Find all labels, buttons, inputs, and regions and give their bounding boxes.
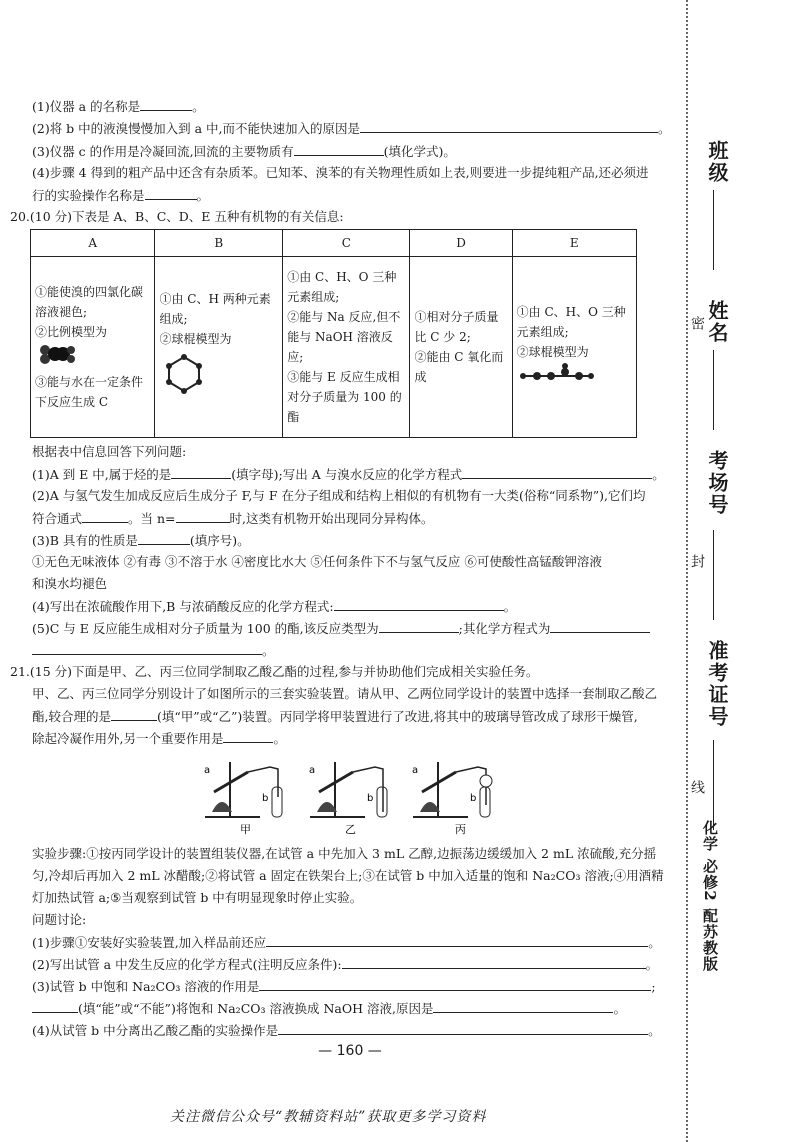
q20-part-3-options-cont: 和溴水均褪色 <box>32 576 108 591</box>
page-number: — 160 — <box>318 1043 382 1059</box>
class-field-line[interactable] <box>713 190 714 270</box>
q21-discussion: 问题讨论: <box>32 912 87 927</box>
answer-blank[interactable] <box>433 1000 613 1013</box>
exam-id-label: 准考证号 <box>705 640 729 728</box>
xian-mark: 线 <box>689 780 705 794</box>
class-label: 班级 <box>705 140 729 184</box>
q19-line-4a: (4)步骤 4 得到的粗产品中还含有杂质苯。已知苯、溴苯的有关物理性质如上表,则要进一步提纯粗产品,还必须进 <box>32 165 649 180</box>
apparatus-bing <box>412 762 492 817</box>
footer-note: 关注微信公众号“教辅资料站”获取更多学习资料 <box>170 1109 487 1125</box>
seal-mark: 密 <box>689 316 705 330</box>
answer-blank[interactable] <box>334 598 504 611</box>
answer-blank[interactable] <box>462 466 652 479</box>
q19-line-4b: 行的实验操作名称是 。 <box>32 188 210 203</box>
q21-line-3: 除起冷凝作用外,另一个重要作用是 。 <box>32 731 286 746</box>
ester-ball-stick-icon <box>517 362 597 386</box>
answer-blank[interactable] <box>294 143 384 156</box>
answer-blank[interactable] <box>32 1000 78 1013</box>
answer-blank[interactable] <box>223 730 273 743</box>
exam-room-field-line[interactable] <box>713 530 714 620</box>
q20-part-2b: 符合通式 。当 n= 时,这类有机物开始出现同分异构体。 <box>32 511 434 526</box>
label-a: a <box>204 765 211 776</box>
table-header-e: E <box>512 230 636 257</box>
cell-e: ①由 C、H、O 三种元素组成; ②球棍模型为 <box>512 257 636 438</box>
answer-blank[interactable] <box>82 510 128 523</box>
q20-heading: 20.(10 分)下表是 A、B、C、D、E 五种有机物的有关信息: <box>10 209 344 224</box>
q20-part-3-options: ①无色无味液体 ②有毒 ③不溶于水 ④密度比水大 ⑤任何条件下不与氢气反应 ⑥可使酸性高锰酸钾溶液 <box>32 554 602 569</box>
q21-d3: (3)试管 b 中饱和 Na₂CO₃ 溶液的作用是 ; <box>32 979 656 994</box>
svg-text:a: a <box>309 765 316 776</box>
q19-line-3: (3)仪器 c 的作用是冷凝回流,回流的主要物质有 (填化学式)。 <box>32 144 456 159</box>
svg-text:b: b <box>367 793 374 804</box>
q21-line-1: 甲、乙、丙三位同学分别设计了如图所示的三套实验装置。请从甲、乙两位同学设计的装置中选择一套制取乙酸乙 <box>32 686 658 701</box>
subject-label: 化学 必修2 配苏教版 <box>701 820 719 972</box>
q20-part-3: (3)B 具有的性质是 (填序号)。 <box>32 533 250 548</box>
answer-blank[interactable] <box>111 708 157 721</box>
svg-text:b: b <box>470 793 477 804</box>
answer-blank[interactable] <box>138 532 190 545</box>
q19-line-2: (2)将 b 中的液溴慢慢加入到 a 中,而不能快速加入的原因是 。 <box>32 121 671 136</box>
benzene-ball-stick-icon <box>159 349 209 399</box>
q20-intro: 根据表中信息回答下列问题: <box>32 444 187 459</box>
answer-blank[interactable] <box>145 187 197 200</box>
q21-d1: (1)步骤①安装好实验装置,加入样品前还应 。 <box>32 935 661 950</box>
table-header-b: B <box>155 230 283 257</box>
q21-steps-3: 灯加热试管 a;⑤当观察到试管 b 中有明显现象时停止实验。 <box>32 890 363 905</box>
q20-part-5-cont: 。 <box>32 642 275 659</box>
q21-d3b: (填“能”或“不能”)将饱和 Na₂CO₃ 溶液换成 NaOH 溶液,原因是 。 <box>32 1000 626 1017</box>
name-field-line[interactable] <box>713 350 714 430</box>
label-jia: 甲 <box>240 823 251 836</box>
q20-part-1: (1)A 到 E 中,属于烃的是 (填字母);写出 A 与溴水反应的化学方程式 。 <box>32 467 665 482</box>
apparatus-diagram <box>200 757 500 837</box>
table-header-d: D <box>410 230 512 257</box>
space-filling-model-icon <box>35 342 75 366</box>
label-bing: 丙 <box>455 823 466 836</box>
answer-blank[interactable] <box>176 510 230 523</box>
q21-line-2: 酯,较合理的是 (填“甲”或“乙”)装置。丙同学将甲装置进行了改进,将其中的玻璃导管改成了球形干燥管, <box>32 709 638 724</box>
apparatus-yi <box>309 762 387 817</box>
table-header-a: A <box>31 230 155 257</box>
label-b: b <box>262 793 269 804</box>
cell-b: ①由 C、H 两种元素组成; ②球棍模型为 <box>155 257 283 438</box>
answer-blank[interactable] <box>171 466 231 479</box>
cell-a: ①能使溴的四氯化碳溶液褪色; ②比例模型为 ③能与水在一定条件下反应生成 C <box>31 257 155 438</box>
exam-room-label: 考场号 <box>705 450 729 516</box>
organic-info-table <box>30 229 637 438</box>
q21-steps-2: 匀,冷却后再加入 2 mL 冰醋酸;②将试管 a 固定在铁架台上;③在试管 b 中加入适量的饱和 Na₂CO₃ 溶液;④用酒精 <box>32 868 664 883</box>
answer-blank[interactable] <box>379 620 459 633</box>
answer-blank[interactable] <box>140 98 192 111</box>
q19-line-1: (1)仪器 a 的名称是 。 <box>32 99 205 114</box>
svg-text:a: a <box>412 765 419 776</box>
q21-heading: 21.(15 分)下面是甲、乙、丙三位同学制取乙酸乙酯的过程,参与并协助他们完成相关实验任务。 <box>10 664 539 679</box>
cell-c: ①由 C、H、O 三种元素组成; ②能与 Na 反应,但不能与 NaOH 溶液反应; ③能与 E 反应生成相对分子质量为 100 的酯 <box>283 257 410 438</box>
answer-blank[interactable] <box>360 120 658 133</box>
answer-blank[interactable] <box>278 1022 648 1035</box>
answer-blank[interactable] <box>259 978 651 991</box>
label-yi: 乙 <box>345 823 356 836</box>
exam-id-field-line[interactable] <box>713 740 714 830</box>
q20-part-4: (4)写出在浓硫酸作用下,B 与浓硝酸反应的化学方程式: 。 <box>32 599 517 614</box>
answer-blank[interactable] <box>32 642 262 655</box>
binding-dotted-line <box>686 0 688 1142</box>
q21-steps-1: 实验步骤:①按丙同学设计的装置组装仪器,在试管 a 中先加入 3 mL 乙醇,边振荡边缓缓加入 2 mL 浓硫酸,充分摇 <box>32 846 657 861</box>
q20-part-5: (5)C 与 E 反应能生成相对分子质量为 100 的酯,该反应类型为 ;其化学方程式为 <box>32 620 650 637</box>
cell-d: ①相对分子质量比 C 少 2; ②能由 C 氧化而成 <box>410 257 512 438</box>
answer-blank[interactable] <box>342 956 646 969</box>
q21-d4: (4)从试管 b 中分离出乙酸乙酯的实验操作是 。 <box>32 1023 661 1038</box>
apparatus-jia <box>204 762 282 817</box>
answer-blank[interactable] <box>550 620 650 633</box>
name-label: 姓名 <box>705 300 729 344</box>
q20-part-2a: (2)A 与氢气发生加成反应后生成分子 F,与 F 在分子组成和结构上相似的有机物有一大类(俗称“同系物”),它们均 <box>32 488 646 503</box>
table-header-c: C <box>283 230 410 257</box>
answer-blank[interactable] <box>266 934 648 947</box>
feng-mark: 封 <box>689 554 705 568</box>
q21-d2: (2)写出试管 a 中发生反应的化学方程式(注明反应条件): 。 <box>32 957 659 972</box>
